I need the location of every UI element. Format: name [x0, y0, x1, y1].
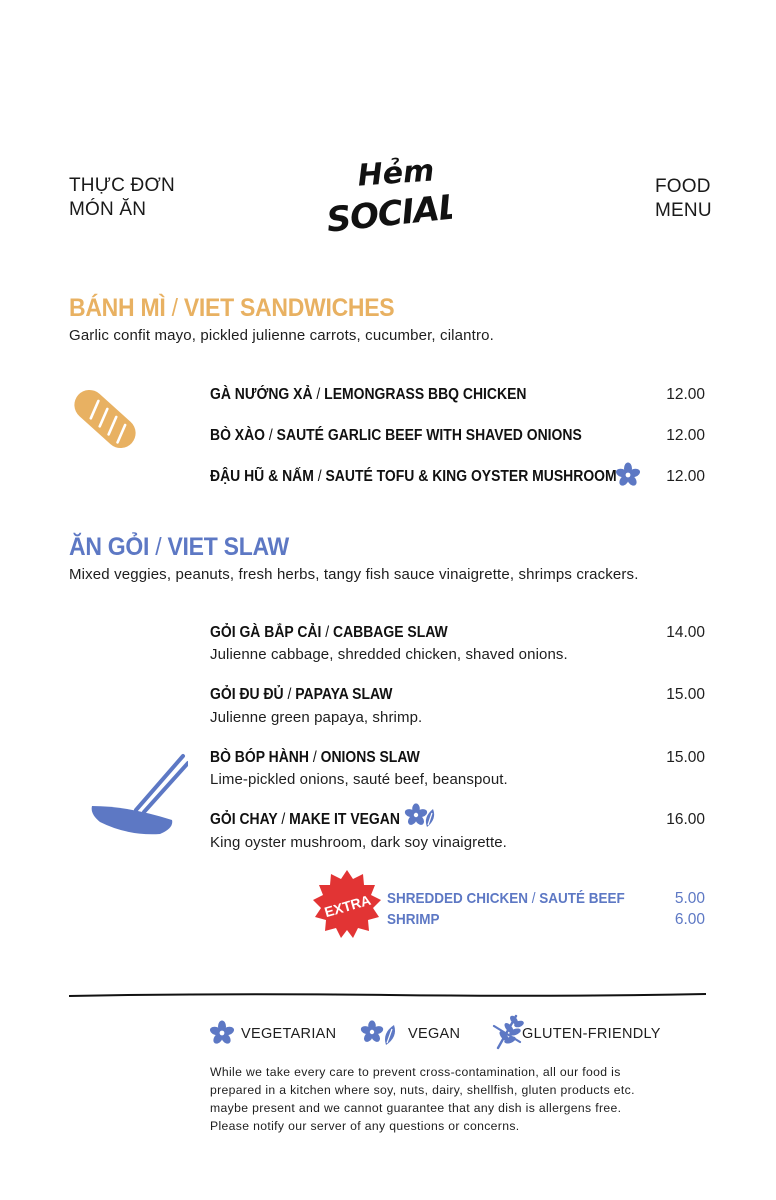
item-name-vi: GỎI ĐU ĐỦ — [210, 686, 284, 703]
vegan-flower-leaf-icon — [358, 1017, 400, 1054]
menu-item-name — [210, 749, 420, 767]
baguette-icon — [66, 382, 144, 461]
header-left-line-1: THỰC ĐƠN — [69, 175, 175, 196]
section-description-banh-mi: Garlic confit mayo, pickled julienne carrots, cucumber, cilantro. — [69, 327, 494, 344]
item-separator: / — [325, 624, 330, 641]
section-title-banh-mi — [69, 294, 394, 323]
item-name-vi: GỎI GÀ BẮP CẢI — [210, 624, 322, 641]
allergen-disclaimer — [210, 1063, 680, 1135]
header-right-line-2: MENU — [655, 200, 712, 221]
item-name-en: SAUTÉ GARLIC BEEF WITH SHAVED ONIONS — [276, 427, 582, 444]
extra-item-name-a: SHREDDED CHICKEN — [387, 890, 529, 907]
item-name-vi: GÀ NƯỚNG XẢ — [210, 386, 313, 403]
disclaimer-line: Please notify our server of any questions or concerns. — [210, 1119, 520, 1133]
item-name-vi: BÒ XÀO — [210, 427, 266, 444]
menu-item-name — [210, 624, 448, 642]
item-price: 15.00 — [666, 749, 705, 766]
extra-item-name — [387, 911, 440, 928]
item-price: 12.00 — [666, 427, 705, 444]
item-price: 12.00 — [666, 468, 705, 485]
header-left-label — [69, 174, 175, 222]
item-separator: / — [312, 749, 317, 766]
section-title-separator: / — [171, 294, 178, 322]
disclaimer-line: While we take every care to prevent cross-contamination, all our food is — [210, 1065, 621, 1079]
extra-item-price: 5.00 — [674, 890, 705, 907]
item-name-vi: ĐẬU HŨ & NẤM — [210, 468, 314, 485]
header-left-line-2: MÓN ĂN — [69, 199, 147, 220]
extra-item-name-b: SAUTÉ BEEF — [539, 890, 625, 907]
item-description: King oyster mushroom, dark soy vinaigrette. — [210, 834, 507, 851]
section-title-en: VIET SANDWICHES — [183, 294, 395, 322]
disclaimer-line: maybe present and we cannot guarantee that any dish is allergens free. — [210, 1101, 622, 1115]
disclaimer-line: prepared in a kitchen where soy, nuts, dairy, shellfish, gluten products etc. — [210, 1083, 635, 1097]
item-separator: / — [281, 811, 286, 828]
vegan-flower-leaf-icon — [403, 801, 437, 836]
section-description-slaw: Mixed veggies, peanuts, fresh herbs, tangy fish sauce vinaigrette, shrimps crackers. — [69, 566, 639, 583]
item-separator: / — [268, 427, 273, 444]
menu-item-name — [210, 386, 526, 404]
legend-label-vegan: VEGAN — [408, 1026, 461, 1042]
item-name-vi: BÒ BÓP HÀNH — [210, 749, 309, 766]
header-right-line-1: FOOD — [655, 176, 711, 197]
header-right-label — [655, 175, 712, 223]
item-name-en: MAKE IT VEGAN — [289, 811, 400, 828]
item-name-en: LEMONGRASS BBQ CHICKEN — [324, 386, 527, 403]
extra-item-price: 6.00 — [674, 911, 705, 928]
item-name-vi: GỎI CHAY — [210, 811, 278, 828]
section-title-vi: BÁNH MÌ — [69, 294, 166, 322]
section-divider — [69, 988, 706, 1006]
starburst-badge-icon — [311, 868, 383, 940]
legend-label-vegetarian: VEGETARIAN — [241, 1026, 337, 1042]
extra-item-separator: / — [531, 890, 536, 907]
hem-social-logo — [322, 150, 452, 245]
section-title-en: VIET SLAW — [167, 533, 289, 561]
extra-badge — [311, 868, 383, 945]
item-name-en: SAUTÉ TOFU & KING OYSTER MUSHROOM — [325, 468, 617, 485]
gluten-friendly-wheat-icon — [490, 1012, 524, 1057]
item-price: 12.00 — [666, 386, 705, 403]
item-name-en: ONIONS SLAW — [320, 749, 420, 766]
item-price: 14.00 — [666, 624, 705, 641]
vegetarian-flower-icon — [209, 1020, 235, 1051]
item-description: Julienne green papaya, shrimp. — [210, 709, 423, 726]
item-separator: / — [287, 686, 292, 703]
item-price: 16.00 — [666, 811, 705, 828]
extra-badge-label: EXTRA — [322, 891, 373, 921]
legend-label-gluten-friendly: GLUTEN-FRIENDLY — [522, 1026, 661, 1042]
menu-item-name — [210, 427, 582, 445]
extra-item-name — [387, 890, 625, 907]
section-title-slaw — [69, 533, 289, 562]
section-title-separator: / — [155, 533, 162, 561]
item-price: 15.00 — [666, 686, 705, 703]
logo-text-2: SOCIAL — [324, 187, 452, 241]
logo-text-1: Hẻm — [356, 153, 436, 194]
item-name-en: PAPAYA SLAW — [295, 686, 393, 703]
item-name-en: CABBAGE SLAW — [333, 624, 448, 641]
extra-item-name-a: SHRIMP — [387, 911, 440, 928]
section-title-vi: ĂN GỎI — [69, 533, 150, 561]
item-separator: / — [316, 386, 321, 403]
item-separator: / — [317, 468, 322, 485]
bowl-chopsticks-icon — [88, 748, 188, 845]
item-description: Lime-pickled onions, sauté beef, beanspout. — [210, 771, 508, 788]
menu-item-name — [210, 811, 400, 829]
menu-item-name — [210, 686, 392, 704]
item-description: Julienne cabbage, shredded chicken, shaved onions. — [210, 646, 568, 663]
menu-item-name — [210, 468, 617, 486]
